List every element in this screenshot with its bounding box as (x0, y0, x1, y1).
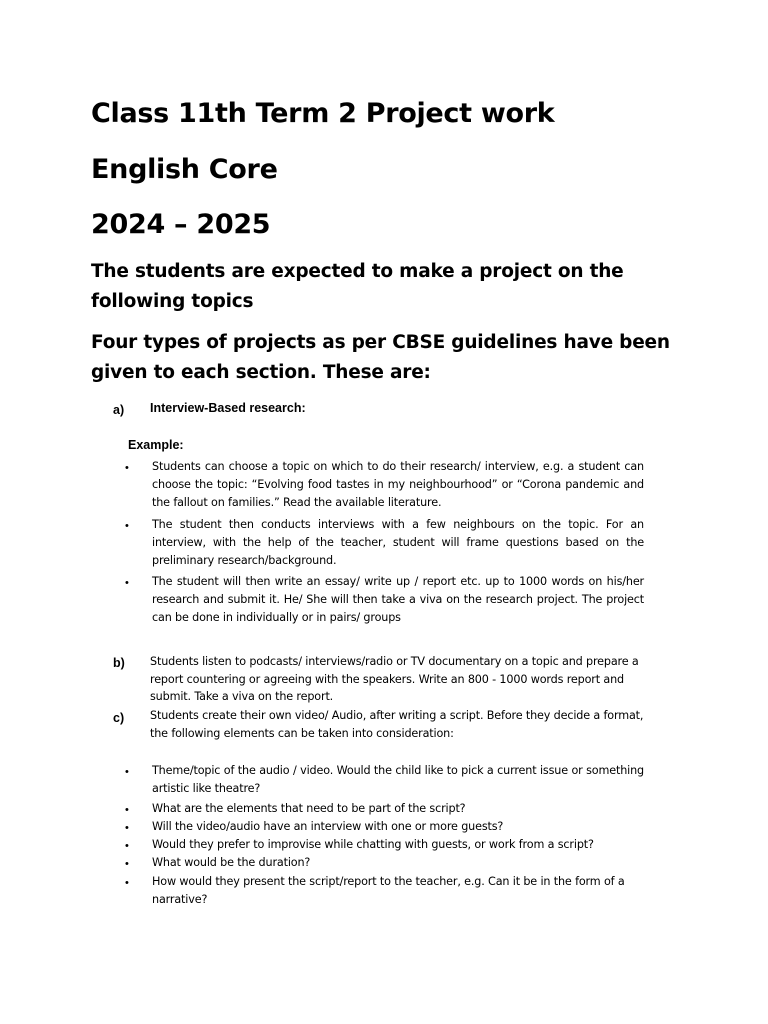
bullet-marker: • (125, 520, 129, 532)
section-b-text: Students listen to podcasts/ interviews/radio or TV documentary on a topic and prepare a report countering or agreeing with the speakers. Write an 800 - 1000 words report and submit. Take a viva on the report. (150, 655, 639, 703)
section-c-bullet-3: Will the video/audio have an interview with one or more guests? (152, 820, 504, 833)
section-a-bullet-3: The student will then write an essay/ write up / report etc. up to 1000 words on his/her research and submit it. He/ She will then take a viva on the research project. The project can be done in individually or in pairs/ groups (152, 575, 644, 624)
bullet-marker: • (125, 577, 129, 589)
bullet-marker: • (125, 877, 129, 889)
title-line-year: 2024 – 2025 (91, 209, 271, 240)
intro-expectation: The students are expected to make a project on the following topics (91, 261, 624, 312)
section-c-bullet-2: What are the elements that need to be part of the script? (152, 802, 466, 815)
section-c-marker: c) (113, 711, 125, 725)
bullet-marker: • (125, 822, 129, 834)
bullet-marker: • (125, 804, 129, 816)
intro-project-types: Four types of projects as per CBSE guidelines have been given to each section. These are: (91, 332, 670, 383)
section-a-marker: a) (113, 403, 125, 417)
section-a-bullet-1: Students can choose a topic on which to do their research/ interview, e.g. a student can choose the topic: “Evolving food tastes in my neighbourhood” or “Corona pandemic and the fallout on families.” Read the available literature. (152, 460, 644, 509)
bullet-marker: • (125, 840, 129, 852)
bullet-marker: • (125, 766, 129, 778)
section-a-bullet-2: The student then conducts interviews with a few neighbours on the topic. For an interview, with the help of the teacher, student will frame questions based on the preliminary research/background. (152, 518, 644, 567)
bullet-marker: • (125, 858, 129, 870)
section-c-text: Students create their own video/ Audio, after writing a script. Before they decide a format, the following elements can be taken into consideration: (150, 709, 644, 740)
title-line-class: Class 11th Term 2 Project work (91, 98, 555, 129)
bullet-marker: • (125, 462, 129, 474)
example-label: Example: (128, 438, 184, 452)
section-c-bullet-1: Theme/topic of the audio / video. Would the child like to pick a current issue or something artistic like theatre? (152, 764, 644, 795)
section-c-bullet-5: What would be the duration? (152, 856, 311, 869)
section-c-bullet-4: Would they prefer to improvise while chatting with guests, or work from a script? (152, 838, 594, 851)
section-b-marker: b) (113, 656, 125, 670)
title-line-subject: English Core (91, 154, 278, 185)
section-c-bullet-6: How would they present the script/report to the teacher, e.g. Can it be in the form of a narrative? (152, 875, 625, 906)
section-a-title: Interview-Based research: (150, 401, 306, 415)
